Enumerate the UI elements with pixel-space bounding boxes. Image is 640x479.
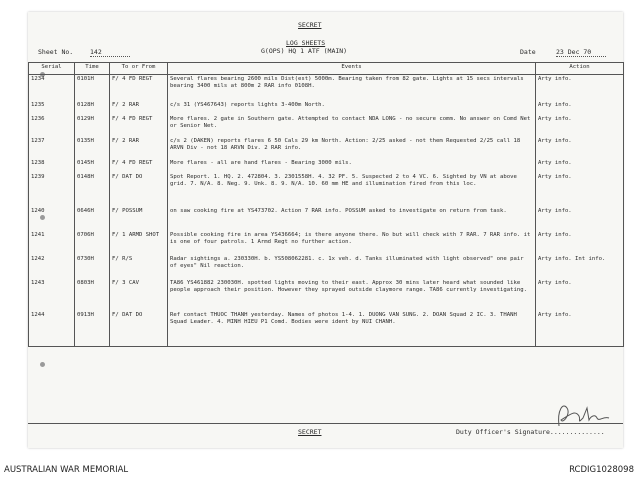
serial-cell: 1239 bbox=[29, 173, 75, 207]
events-cell: More flares - all are hand flares - Bearing 3000 mils. bbox=[168, 159, 536, 173]
to-from-cell: F/ DAT DO bbox=[110, 173, 168, 207]
time-cell: 0706H bbox=[75, 231, 110, 255]
log-table bbox=[28, 62, 624, 347]
punch-hole bbox=[40, 362, 45, 367]
action-cell: Arty info. bbox=[536, 311, 624, 347]
serial-cell: 1241 bbox=[29, 231, 75, 255]
action-cell: Arty info. bbox=[536, 173, 624, 207]
table-row bbox=[29, 311, 624, 347]
to-from-cell: F/ 1 ARMD SHOT bbox=[110, 231, 168, 255]
table-row bbox=[29, 159, 624, 173]
table-row bbox=[29, 75, 624, 101]
sheet-no-value: 142 bbox=[90, 48, 130, 57]
classification-bottom: SECRET bbox=[298, 428, 322, 436]
table-row bbox=[29, 115, 624, 137]
action-cell: Arty info. bbox=[536, 279, 624, 311]
serial-cell: 1237 bbox=[29, 137, 75, 159]
action-cell: Arty info. bbox=[536, 231, 624, 255]
col-time: Time bbox=[75, 63, 110, 75]
log-sheet bbox=[28, 12, 623, 448]
events-cell: Radar sightings a. 230330H. b. YS508062281. c. 1x veh. d. Tanks illuminated with light observed" one pair of eyes" Nil reaction. bbox=[168, 255, 536, 279]
action-cell: Arty info. bbox=[536, 75, 624, 101]
action-cell: Arty info. bbox=[536, 159, 624, 173]
time-cell: 0148H bbox=[75, 173, 110, 207]
time-cell: 0101H bbox=[75, 75, 110, 101]
sheet-no-label: Sheet No. bbox=[38, 48, 74, 56]
to-from-cell: F/ POSSUM bbox=[110, 207, 168, 231]
to-from-cell: F/ 4 FD REGT bbox=[110, 115, 168, 137]
log-title: LOG SHEETS bbox=[286, 39, 326, 47]
col-events: Events bbox=[168, 63, 536, 75]
time-cell: 0145H bbox=[75, 159, 110, 173]
table-row bbox=[29, 255, 624, 279]
to-from-cell: F/ 2 RAR bbox=[110, 137, 168, 159]
events-cell: Spot Report. 1. HQ. 2. 472804. 3. 2301558H. 4. 32 PF. 5. Suspected 2 to 4 VC. 6. Sighted by VN at above grid. 7. N/A. 8. Neg. 9. Unk. 8. 9. N/A. 10. 60 mm HE and illumination fired from this loc. bbox=[168, 173, 536, 207]
time-cell: 0646H bbox=[75, 207, 110, 231]
events-cell: on saw cooking fire at YS473702. Action 7 RAR info. POSSUM asked to investigate on return from task. bbox=[168, 207, 536, 231]
date-value: 23 Dec 70 bbox=[556, 48, 606, 57]
serial-cell: 1236 bbox=[29, 115, 75, 137]
col-action: Action bbox=[536, 63, 624, 75]
serial-cell: 1234 bbox=[29, 75, 75, 101]
footer-rule bbox=[28, 423, 623, 424]
time-cell: 0913H bbox=[75, 311, 110, 347]
to-from-cell: F/ 4 FD REGT bbox=[110, 75, 168, 101]
archive-name: AUSTRALIAN WAR MEMORIAL bbox=[4, 465, 129, 475]
events-cell: c/s 31 (YS467643) reports lights 3-400m North. bbox=[168, 101, 536, 115]
archive-ref: RCDIG1028098 bbox=[569, 465, 634, 475]
col-serial: Serial bbox=[29, 63, 75, 75]
table-row bbox=[29, 231, 624, 255]
to-from-cell: F/ DAT DO bbox=[110, 311, 168, 347]
events-cell: Possible cooking fire in area YS436664; is there anyone there. No but will check with 7 RAR. 7 RAR info. it is one of four patrols. 1 Armd Regt no further action. bbox=[168, 231, 536, 255]
to-from-cell: F/ 2 RAR bbox=[110, 101, 168, 115]
time-cell: 0129H bbox=[75, 115, 110, 137]
events-cell: Several flares bearing 2600 mils Dist(est) 5000m. Bearing taken from 82 gate. Lights at 15 secs intervals bearing 3400 mils at 800m 2 RAR info 0108H. bbox=[168, 75, 536, 101]
date-label: Date bbox=[520, 48, 536, 56]
serial-cell: 1238 bbox=[29, 159, 75, 173]
events-cell: TA86 YS461882 230030H. spotted lights moving to their east. Approx 30 mins later heard what sounded like people approach their position. However they sprayed outside claymore range. TA86 currently investigating. bbox=[168, 279, 536, 311]
to-from-cell: F/ 4 FD REGT bbox=[110, 159, 168, 173]
time-cell: 0730H bbox=[75, 255, 110, 279]
serial-cell: 1244 bbox=[29, 311, 75, 347]
time-cell: 0128H bbox=[75, 101, 110, 115]
table-row bbox=[29, 137, 624, 159]
table-row bbox=[29, 207, 624, 231]
signature-label: Duty Officer's Signature.............. bbox=[456, 428, 605, 436]
serial-cell: 1235 bbox=[29, 101, 75, 115]
col-to-from: To or From bbox=[110, 63, 168, 75]
archive-footer bbox=[0, 462, 640, 479]
serial-cell: 1240 bbox=[29, 207, 75, 231]
action-cell: Arty info. bbox=[536, 101, 624, 115]
handwritten-signature bbox=[553, 400, 615, 430]
serial-cell: 1243 bbox=[29, 279, 75, 311]
table-row bbox=[29, 101, 624, 115]
time-cell: 0135H bbox=[75, 137, 110, 159]
action-cell: Arty info. bbox=[536, 137, 624, 159]
events-cell: c/s 2 (DAKEN) reports flares 6 50 Cals 29 km North. Action: 2/25 asked - not them Requested 2/25 call 18 ARVN Div - not 18 ARVN Div. 2 RAR info. bbox=[168, 137, 536, 159]
to-from-cell: F/ R/S bbox=[110, 255, 168, 279]
unit-name: G(OPS) HQ 1 ATF (MAIN) bbox=[261, 47, 348, 55]
classification-top: SECRET bbox=[298, 21, 322, 29]
action-cell: Arty info. bbox=[536, 207, 624, 231]
table-row bbox=[29, 279, 624, 311]
table-header-row bbox=[29, 63, 624, 75]
table-row bbox=[29, 173, 624, 207]
events-cell: More flares. 2 gate in Southern gate. Attempted to contact NDA LONG - no secure comm. No answer on Comd Net or Senior Net. bbox=[168, 115, 536, 137]
action-cell: Arty info. Int info. bbox=[536, 255, 624, 279]
to-from-cell: F/ 3 CAV bbox=[110, 279, 168, 311]
action-cell: Arty info. bbox=[536, 115, 624, 137]
events-cell: Ref contact THUOC THANH yesterday. Names of photos 1-4. 1. DUONG VAN SUNG. 2. DOAN Squad 2 IC. 3. THANH Squad Leader. 4. MINH HIEU P1 Comd. Bodies were ident by NUI CHANH. bbox=[168, 311, 536, 347]
serial-cell: 1242 bbox=[29, 255, 75, 279]
time-cell: 0803H bbox=[75, 279, 110, 311]
